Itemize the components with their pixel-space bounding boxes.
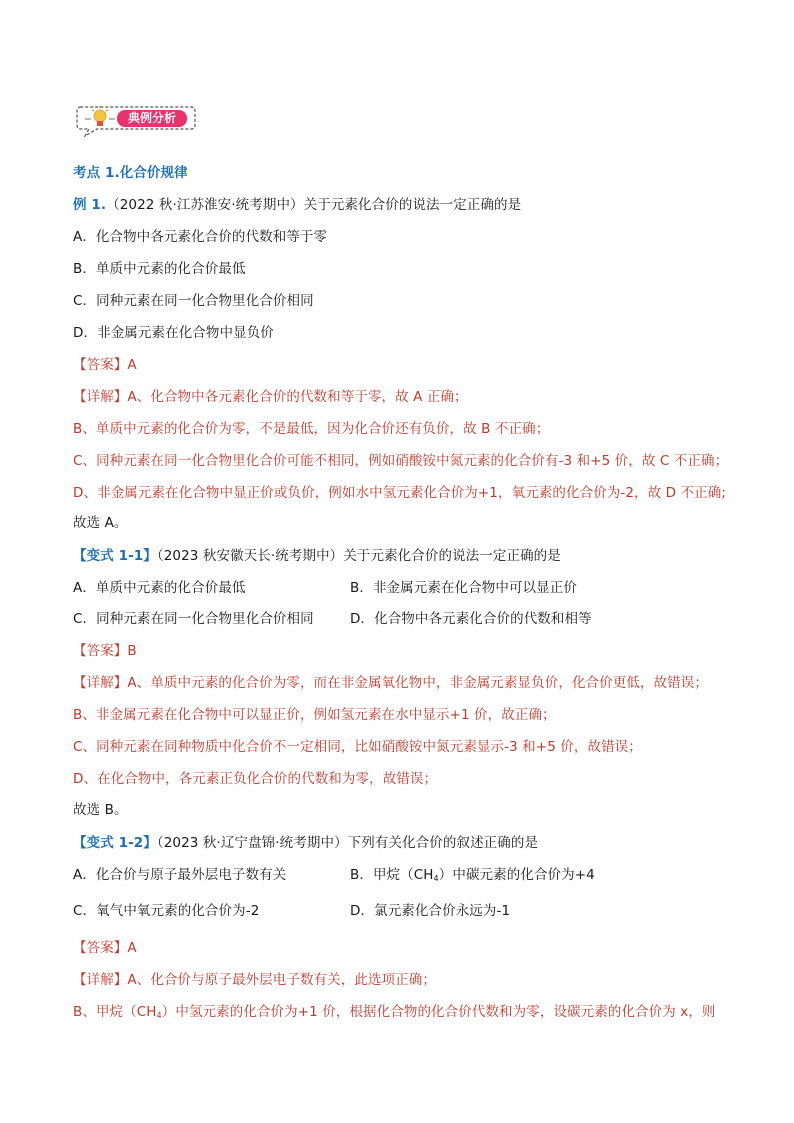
variant2-option-d: D．氯元素化合价永远为-1 xyxy=(350,903,511,919)
example-analysis-badge xyxy=(73,101,199,137)
option-b-text-end: ）中碳元素的化合价为+4 xyxy=(438,867,595,883)
option-b-text: B．甲烷（CH xyxy=(350,867,434,883)
variant1-option-b: B．非金属元素在化合物中可以显正价 xyxy=(350,580,577,596)
variant2-question xyxy=(73,834,538,852)
variant1-detail-d: D、在化合物中，各元素正负化合价的代数和为零，故错误； xyxy=(73,771,438,787)
variant2-tag: 【变式 1-2】 xyxy=(73,835,157,851)
section-title: 考点 1.化合价规律 xyxy=(73,165,188,181)
answer-value: B xyxy=(127,643,137,659)
option-b-subscript: 4 xyxy=(433,874,439,883)
variant2-option-c: C．氧气中氧元素的化合价为-2 xyxy=(73,903,260,919)
variant2-question-text: 下列有关化合价的叙述正确的是 xyxy=(347,835,539,851)
detail-b-subscript: 4 xyxy=(156,1011,162,1020)
variant1-option-a: A．单质中元素的化合价最低 xyxy=(73,580,246,596)
detail-tag: 【详解】 xyxy=(73,972,128,988)
example1-question xyxy=(73,196,521,214)
variant2-answer xyxy=(73,939,137,957)
variant1-detail-b: B、非金属元素在化合物中可以显正价，例如氢元素在水中显示+1 价，故正确； xyxy=(73,707,556,723)
variant1-source: （2023 秋安徽天长·统考期中） xyxy=(156,548,344,564)
example1-prefix: 例 1. xyxy=(73,197,107,213)
example1-detail-c: C、同种元素在同一化合物里化合价可能不相同，例如硝酸铵中氮元素的化合价有-3 和+5 价，故 C 不正确； xyxy=(73,453,729,469)
detail-tag: 【详解】 xyxy=(73,389,128,405)
answer-value: A xyxy=(127,940,137,956)
variant1-question xyxy=(73,547,561,565)
detail-text: A、化合价与原子最外层电子数有关，此选项正确； xyxy=(127,972,436,988)
detail-text: A、单质中元素的化合价为零，而在非金属氧化物中，非金属元素显负价，化合价更低，故错误； xyxy=(127,675,708,691)
variant1-question-text: 关于元素化合价的说法一定正确的是 xyxy=(343,548,561,564)
answer-tag: 【答案】 xyxy=(73,643,128,659)
detail-b-text: B、甲烷（CH xyxy=(73,1004,157,1020)
example1-conclusion: 故选 A。 xyxy=(73,515,128,531)
variant1-option-c: C．同种元素在同一化合物里化合价相同 xyxy=(73,611,314,627)
variant2-detail-a xyxy=(73,971,436,989)
variant1-answer xyxy=(73,642,137,660)
example1-detail-b: B、单质中元素的化合价为零，不是最低，因为化合价还有负价，故 B 不正确； xyxy=(73,421,550,437)
example1-question-text: 关于元素化合价的说法一定正确的是 xyxy=(303,197,522,213)
variant2-option-a: A．化合价与原子最外层电子数有关 xyxy=(73,867,287,883)
example1-option-d: D．非金属元素在化合物中显负价 xyxy=(73,325,274,341)
detail-tag: 【详解】 xyxy=(73,675,128,691)
answer-tag: 【答案】 xyxy=(73,940,128,956)
example1-source: （2022 秋·江苏淮安·统考期中） xyxy=(106,197,304,213)
variant1-detail-c: C、同种元素在同种物质中化合价不一定相同，比如硝酸铵中氮元素显示-3 和+5 价，故错误； xyxy=(73,739,642,755)
variant2-option-b xyxy=(350,866,595,888)
answer-value: A xyxy=(127,357,137,373)
detail-text: A、化合物中各元素化合价的代数和等于零，故 A 正确； xyxy=(127,389,468,405)
variant1-detail-a xyxy=(73,674,708,692)
example1-option-a: A．化合物中各元素化合价的代数和等于零 xyxy=(73,229,328,245)
detail-b-text-end: ）中氢元素的化合价为+1 价，根据化合物的化合价代数和为零，设碳元素的化合价为 x，则 xyxy=(161,1004,716,1020)
variant1-conclusion: 故选 B。 xyxy=(73,802,128,818)
example1-detail-d: D、非金属元素在化合物中显正价或负价，例如水中氢元素化合价为+1，氧元素的化合价为-2，故 D 不正确; xyxy=(73,485,726,501)
answer-tag: 【答案】 xyxy=(73,357,128,373)
example1-detail-a xyxy=(73,388,468,406)
example1-answer xyxy=(73,356,137,374)
variant1-option-d: D．化合物中各元素化合价的代数和相等 xyxy=(350,611,592,627)
badge-label: 典例分析 xyxy=(127,111,176,125)
variant1-tag: 【变式 1-1】 xyxy=(73,548,157,564)
example1-option-b: B．单质中元素的化合价最低 xyxy=(73,261,246,277)
variant2-source: （2023 秋·辽宁盘锦·统考期中） xyxy=(156,835,348,851)
variant2-detail-b xyxy=(73,1003,716,1025)
example1-option-c: C．同种元素在同一化合物里化合价相同 xyxy=(73,293,314,309)
